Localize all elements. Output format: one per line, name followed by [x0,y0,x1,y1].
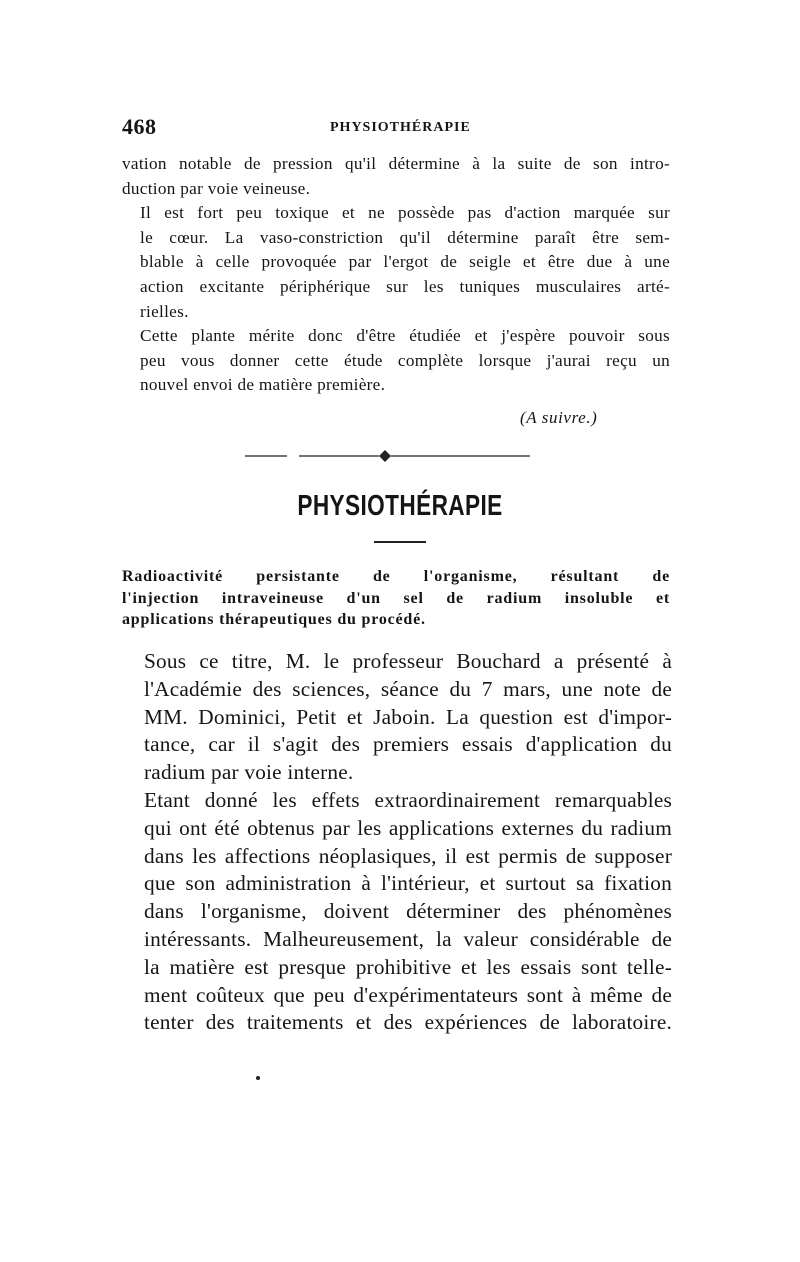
article-subtitle [122,566,670,631]
text-line: rielles. [140,301,189,321]
text-line: action excitante périphérique sur les tuniques musculaires arté- [140,276,670,296]
text-line: le cœur. La vaso-constriction qu'il détermine paraît être sem- [140,227,670,247]
text-line: la matière est presque prohibitive et les essais sont telle- [144,954,672,979]
text-line: tenter des traitements et des expériences de laboratoire. [144,1010,672,1035]
text-line: radium par voie interne. [144,760,354,785]
text-line: Etant donné les effets extraordinairement remarquables [144,787,672,812]
text-line: Cette plante mérite donc d'être étudiée et j'espère pouvoir sous [140,326,670,346]
article-body [122,648,672,1037]
subtitle-line: Radioactivité persistante de l'organisme, résultant de [122,568,670,585]
text-line: que son administration à l'intérieur, et surtout sa fixation [144,871,672,896]
text-line: blable à celle provoquée par l'ergot de seigle et être due à une [140,252,670,272]
text-line: Il est fort peu toxique et ne possède pas d'action marquée sur [140,203,670,223]
text-line: l'Académie des sciences, séance du 7 mars, une note de [144,676,672,701]
text-line: duction par voie veineuse. [122,178,311,198]
text-line: MM. Dominici, Petit et Jaboin. La question est d'impor- [144,704,672,729]
text-line: vation notable de pression qu'il détermine à la suite de son intro- [122,154,670,173]
text-line: Sous ce titre, M. le professeur Bouchard a présenté à [144,649,672,673]
paragraph [122,787,672,1037]
subtitle-line: applications thérapeutiques du procédé. [122,611,426,628]
text-line: ment coûteux que peu d'expérimentateurs sont à même de [144,982,672,1007]
page-header [122,114,670,144]
paragraph [122,201,670,324]
paragraph [122,648,672,787]
text-line: nouvel envoi de matière première. [140,375,386,395]
page-number: 468 [122,114,157,139]
text-line: intéressants. Malheureusement, la valeur considérable de [144,926,672,951]
text-line: peu vous donner cette étude complète lorsque j'aurai reçu un [140,350,670,370]
text-line: qui ont été obtenus par les applications externes du radium [144,815,672,840]
running-title: PHYSIOTHÉRAPIE [330,120,471,135]
section-title: PHYSIOTHÉRAPIE [297,490,503,522]
title-rule [374,541,426,543]
subtitle-line: l'injection intraveineuse d'un sel de radium insoluble et [122,589,670,607]
section-divider-ornament [245,448,530,464]
ink-speck [256,1076,260,1080]
to-be-continued-note: (A suivre.) [520,408,598,427]
paragraph [122,324,670,398]
paragraph [122,152,670,201]
previous-article-text [122,152,670,398]
text-line: dans les affections néoplasiques, il est permis de supposer [144,843,672,868]
text-line: dans l'organisme, doivent déterminer des phénomènes [144,899,672,924]
text-line: tance, car il s'agit des premiers essais d'application du [144,732,672,757]
